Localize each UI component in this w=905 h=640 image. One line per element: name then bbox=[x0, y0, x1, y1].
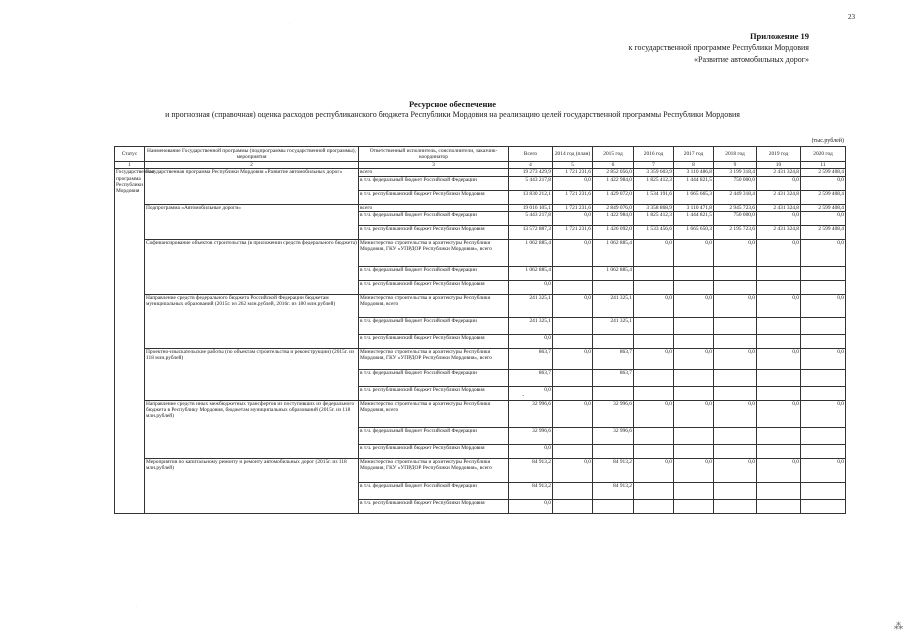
executor-cell: в т.ч. федеральный бюджет Российской Федерации bbox=[359, 176, 509, 190]
header-2020: 2020 год bbox=[801, 147, 846, 162]
year-cell: 2 599 408,4 bbox=[801, 204, 846, 211]
col-num: 3 bbox=[359, 162, 509, 169]
subprogram-name-cell: Подпрограмма «Автомобильные дороги» bbox=[145, 204, 359, 239]
measure-name-cell: Проектно-изыскательские работы (по объектам строительства и реконструкции) (2015г. из 118 млн.рублей) bbox=[145, 348, 359, 400]
measure-name-cell: Мероприятия по капитальному ремонту и ремонту автомобильных дорог (2015г. из 118 млн.рублей) bbox=[145, 458, 359, 513]
document-title: Ресурсное обеспечение bbox=[408, 99, 497, 109]
executor-cell: всего bbox=[359, 169, 509, 176]
year-cell: 1 062 885,4 bbox=[593, 266, 634, 280]
year-cell bbox=[674, 280, 714, 294]
year-cell bbox=[593, 280, 634, 294]
year-cell bbox=[634, 280, 674, 294]
year-cell bbox=[553, 334, 593, 348]
year-cell bbox=[634, 499, 674, 513]
year-cell: 1 444 821,5 bbox=[674, 211, 714, 225]
scan-stamp-mark: ⁂ bbox=[894, 621, 903, 631]
executor-cell: Министерство строительства и архитектуры Республики Мордовия, ГКУ «УПРДОР Республики Мордовия», всего bbox=[359, 458, 509, 482]
total-cell: 863,7 bbox=[509, 369, 553, 386]
year-cell bbox=[634, 266, 674, 280]
year-cell: 0,0 bbox=[757, 239, 801, 266]
year-cell bbox=[801, 482, 846, 499]
table-row bbox=[115, 348, 846, 369]
year-cell bbox=[757, 334, 801, 348]
executor-cell: Министерство строительства и архитектуры Республики Мордовия, всего bbox=[359, 400, 509, 427]
year-cell: 0,0 bbox=[553, 400, 593, 427]
year-cell: 3 359 603,9 bbox=[634, 169, 674, 176]
year-cell: 1 062 885,4 bbox=[593, 239, 634, 266]
total-cell: 0,0 bbox=[509, 334, 553, 348]
year-cell bbox=[757, 266, 801, 280]
total-cell: 0,0 bbox=[509, 499, 553, 513]
year-cell: 2 599 408,4 bbox=[801, 169, 846, 176]
year-cell bbox=[593, 386, 634, 400]
year-cell: 2 431 324,8 bbox=[757, 190, 801, 204]
year-cell: 0,0 bbox=[757, 294, 801, 317]
year-cell: 0,0 bbox=[634, 400, 674, 427]
col-num: 11 bbox=[801, 162, 846, 169]
year-cell bbox=[553, 444, 593, 458]
total-cell: 1 062 885,4 bbox=[509, 239, 553, 266]
total-cell: 1 062 885,4 bbox=[509, 266, 553, 280]
year-cell: 0,0 bbox=[634, 458, 674, 482]
year-cell: 241 325,1 bbox=[593, 294, 634, 317]
year-cell: 1 426 092,0 bbox=[593, 225, 634, 239]
header-2015: 2015 год bbox=[593, 147, 634, 162]
year-cell: 0,0 bbox=[714, 400, 757, 427]
year-cell: 1 825 412,3 bbox=[634, 211, 674, 225]
year-cell: 2 852 056,0 bbox=[593, 169, 634, 176]
year-cell: 0,0 bbox=[634, 348, 674, 369]
total-cell: 0,0 bbox=[509, 280, 553, 294]
year-cell bbox=[714, 266, 757, 280]
year-cell: 0,0 bbox=[757, 458, 801, 482]
year-cell bbox=[674, 317, 714, 334]
column-number-row bbox=[115, 162, 846, 169]
appendix-header bbox=[449, 30, 809, 66]
year-cell: 0,0 bbox=[714, 458, 757, 482]
year-cell: 2 431 324,8 bbox=[757, 169, 801, 176]
year-cell: 1 721 231,6 bbox=[553, 190, 593, 204]
year-cell: 2 431 324,8 bbox=[757, 204, 801, 211]
year-cell bbox=[757, 482, 801, 499]
scan-mark: · bbox=[522, 392, 525, 400]
col-num: 7 bbox=[634, 162, 674, 169]
year-cell: 3 358 868,9 bbox=[634, 204, 674, 211]
year-cell bbox=[801, 386, 846, 400]
year-cell bbox=[801, 317, 846, 334]
year-cell bbox=[801, 444, 846, 458]
year-cell bbox=[553, 369, 593, 386]
year-cell: 1 721 231,6 bbox=[553, 169, 593, 176]
year-cell: 863,7 bbox=[593, 348, 634, 369]
year-cell: 0,0 bbox=[757, 400, 801, 427]
year-cell bbox=[674, 499, 714, 513]
table-row bbox=[115, 400, 846, 427]
year-cell bbox=[634, 386, 674, 400]
year-cell bbox=[757, 499, 801, 513]
year-cell: 2 945 723,6 bbox=[714, 204, 757, 211]
header-name: Наименование Государственной программы (подпрограммы государственной программы), мероприятия bbox=[145, 147, 359, 162]
executor-cell: Министерство строительства и архитектуры Республики Мордовия, ГКУ «УПРДОР Республики Мордовия», всего bbox=[359, 348, 509, 369]
total-cell: 0,0 bbox=[509, 444, 553, 458]
year-cell: 863,7 bbox=[593, 369, 634, 386]
col-num: 9 bbox=[714, 162, 757, 169]
year-cell: 0,0 bbox=[674, 400, 714, 427]
year-cell bbox=[674, 386, 714, 400]
col-num: 6 bbox=[593, 162, 634, 169]
year-cell bbox=[593, 499, 634, 513]
table-row bbox=[115, 239, 846, 266]
col-num: 1 bbox=[115, 162, 145, 169]
year-cell: 0,0 bbox=[714, 294, 757, 317]
year-cell: 2 849 076,0 bbox=[593, 204, 634, 211]
document-subtitle: и прогнозная (справочная) оценка расходов республиканского бюджета Республики Мордовия на реализацию целей государственной программы Республики Мордовия bbox=[165, 110, 740, 119]
total-cell: 241 325,1 bbox=[509, 317, 553, 334]
col-num: 10 bbox=[757, 162, 801, 169]
year-cell bbox=[801, 334, 846, 348]
year-cell bbox=[714, 369, 757, 386]
executor-cell: Министерство строительства и архитектуры Республики Мордовия, всего bbox=[359, 294, 509, 317]
total-cell: 241 325,1 bbox=[509, 294, 553, 317]
year-cell: 1 534 191,6 bbox=[634, 190, 674, 204]
year-cell: 0,0 bbox=[674, 239, 714, 266]
header-2014: 2014 год (план) bbox=[553, 147, 593, 162]
executor-cell: в т.ч. республиканский бюджет Республики Мордовия bbox=[359, 190, 509, 204]
year-cell bbox=[674, 444, 714, 458]
year-cell: 3 199 318,4 bbox=[714, 169, 757, 176]
year-cell bbox=[634, 334, 674, 348]
scan-dot: · bbox=[136, 604, 138, 609]
year-cell: 1 429 072,0 bbox=[593, 190, 634, 204]
executor-cell: в т.ч. республиканский бюджет Республики Мордовия bbox=[359, 444, 509, 458]
year-cell bbox=[553, 482, 593, 499]
year-cell: 0,0 bbox=[801, 348, 846, 369]
year-cell: 2 599 408,4 bbox=[801, 225, 846, 239]
year-cell bbox=[674, 369, 714, 386]
header-2018: 2018 год bbox=[714, 147, 757, 162]
total-cell: 19 273 429,9 bbox=[509, 169, 553, 176]
total-cell: 5 443 217,8 bbox=[509, 211, 553, 225]
col-num: 8 bbox=[674, 162, 714, 169]
year-cell: 1 422 984,0 bbox=[593, 176, 634, 190]
year-cell: 3 110 471,8 bbox=[674, 204, 714, 211]
year-cell bbox=[553, 280, 593, 294]
total-cell: 0,0 bbox=[509, 386, 553, 400]
year-cell: 0,0 bbox=[553, 458, 593, 482]
year-cell bbox=[714, 444, 757, 458]
appendix-number: Приложение 19 bbox=[749, 31, 809, 41]
year-cell bbox=[634, 482, 674, 499]
total-cell: 863,7 bbox=[509, 348, 553, 369]
year-cell: 1 444 821,5 bbox=[674, 176, 714, 190]
appendix-reference: к государственной программе Республики Мордовия bbox=[628, 43, 809, 52]
year-cell: 0,0 bbox=[801, 294, 846, 317]
year-cell bbox=[674, 334, 714, 348]
year-cell bbox=[674, 266, 714, 280]
year-cell: 0,0 bbox=[757, 211, 801, 225]
executor-cell: в т.ч. федеральный бюджет Российской Федерации bbox=[359, 211, 509, 225]
year-cell: 1 721 231,6 bbox=[553, 204, 593, 211]
year-cell bbox=[674, 482, 714, 499]
executor-cell: в т.ч. федеральный бюджет Российской Федерации bbox=[359, 427, 509, 444]
year-cell: 2 599 408,4 bbox=[801, 190, 846, 204]
col-num: 4 bbox=[509, 162, 553, 169]
year-cell: 1 721 231,6 bbox=[553, 225, 593, 239]
header-2016: 2016 год bbox=[634, 147, 674, 162]
header-total: Всего bbox=[509, 147, 553, 162]
year-cell bbox=[634, 369, 674, 386]
year-cell bbox=[757, 386, 801, 400]
year-cell bbox=[634, 427, 674, 444]
year-cell bbox=[674, 427, 714, 444]
year-cell: 2 431 324,8 bbox=[757, 225, 801, 239]
year-cell: 1 825 412,3 bbox=[634, 176, 674, 190]
total-cell: 84 913,2 bbox=[509, 458, 553, 482]
year-cell: 2 449 318,4 bbox=[714, 190, 757, 204]
year-cell: 0,0 bbox=[801, 400, 846, 427]
page-number: 23 bbox=[848, 13, 855, 21]
total-cell: 13 572 887,3 bbox=[509, 225, 553, 239]
year-cell bbox=[593, 444, 634, 458]
measure-name-cell: Направление средств федерального бюджета Российской Федерации бюджетам муниципальных образований (2015г. из 262 млн.рублей, 2016г. из 180 млн.рублей) bbox=[145, 294, 359, 348]
header-2019: 2019 год bbox=[757, 147, 801, 162]
executor-cell: Министерство строительства и архитектуры Республики Мордовия, ГКУ «УПРДОР Республики Мордовия», всего bbox=[359, 239, 509, 266]
year-cell bbox=[757, 427, 801, 444]
year-cell: 1 533 456,6 bbox=[634, 225, 674, 239]
year-cell: 750 000,0 bbox=[714, 211, 757, 225]
measure-name-cell: Направление средств иных межбюджетных трансфертов из поступивших из федерального бюджета в Республику Мордовия, бюджетам муниципальных образований (2015г. из 118 млн.рублей) bbox=[145, 400, 359, 458]
year-cell: 84 913,2 bbox=[593, 458, 634, 482]
year-cell bbox=[801, 266, 846, 280]
year-cell bbox=[553, 266, 593, 280]
executor-cell: в т.ч. республиканский бюджет Республики Мордовия bbox=[359, 225, 509, 239]
executor-cell: в т.ч. республиканский бюджет Республики Мордовия bbox=[359, 280, 509, 294]
year-cell bbox=[801, 369, 846, 386]
year-cell: 0,0 bbox=[714, 348, 757, 369]
measure-name-cell: Софинансирование объектов строительства (в приложении средств федерального бюджета) bbox=[145, 239, 359, 294]
year-cell bbox=[757, 317, 801, 334]
year-cell: 0,0 bbox=[553, 348, 593, 369]
year-cell bbox=[593, 334, 634, 348]
year-cell: 0,0 bbox=[553, 294, 593, 317]
year-cell: 1 665 665,3 bbox=[674, 190, 714, 204]
year-cell: 3 110 486,8 bbox=[674, 169, 714, 176]
year-cell bbox=[553, 427, 593, 444]
year-cell: 0,0 bbox=[757, 176, 801, 190]
year-cell: 0,0 bbox=[801, 211, 846, 225]
year-cell bbox=[801, 499, 846, 513]
total-cell: 32 996,6 bbox=[509, 427, 553, 444]
year-cell: 0,0 bbox=[757, 348, 801, 369]
year-cell: 84 913,2 bbox=[593, 482, 634, 499]
executor-cell: в т.ч. республиканский бюджет Республики Мордовия bbox=[359, 499, 509, 513]
year-cell: 32 996,6 bbox=[593, 427, 634, 444]
header-2017: 2017 год bbox=[674, 147, 714, 162]
table-header-row bbox=[115, 147, 846, 162]
year-cell bbox=[714, 427, 757, 444]
year-cell bbox=[714, 482, 757, 499]
year-cell: 0,0 bbox=[674, 348, 714, 369]
year-cell bbox=[714, 280, 757, 294]
header-executor: Ответственный исполнитель, соисполнители, заказчик-координатор bbox=[359, 147, 509, 162]
year-cell: 0,0 bbox=[801, 458, 846, 482]
scan-dot: · bbox=[289, 21, 291, 26]
year-cell: 2 195 723,6 bbox=[714, 225, 757, 239]
total-cell: 84 913,2 bbox=[509, 482, 553, 499]
year-cell bbox=[714, 317, 757, 334]
year-cell: 241 325,1 bbox=[593, 317, 634, 334]
year-cell: 0,0 bbox=[674, 294, 714, 317]
col-num: 5 bbox=[553, 162, 593, 169]
status-cell: Государственная программа Республики Мордовия bbox=[115, 169, 145, 514]
year-cell bbox=[553, 386, 593, 400]
year-cell: 32 996,6 bbox=[593, 400, 634, 427]
year-cell bbox=[757, 280, 801, 294]
header-status: Статус bbox=[115, 147, 145, 162]
year-cell bbox=[714, 334, 757, 348]
year-cell: 750 000,0 bbox=[714, 176, 757, 190]
year-cell bbox=[634, 444, 674, 458]
executor-cell: всего bbox=[359, 204, 509, 211]
table-row bbox=[115, 458, 846, 482]
table-row bbox=[115, 204, 846, 211]
table-row bbox=[115, 169, 846, 176]
executor-cell: в т.ч. федеральный бюджет Российской Федерации bbox=[359, 266, 509, 280]
year-cell: 1 665 650,3 bbox=[674, 225, 714, 239]
executor-cell: в т.ч. федеральный бюджет Российской Федерации bbox=[359, 317, 509, 334]
year-cell: 0,0 bbox=[714, 239, 757, 266]
year-cell bbox=[553, 499, 593, 513]
table-row bbox=[115, 294, 846, 317]
year-cell bbox=[801, 280, 846, 294]
year-cell: 0,0 bbox=[634, 294, 674, 317]
program-name-cell: Государственная программа Республики Мордовия «Развитие автомобильных дорог» bbox=[145, 169, 359, 204]
year-cell: 0,0 bbox=[634, 239, 674, 266]
total-cell: 19 016 105,1 bbox=[509, 204, 553, 211]
year-cell: 0,0 bbox=[674, 458, 714, 482]
units-label: (тыс.рублей) bbox=[811, 138, 844, 144]
year-cell: 1 422 984,0 bbox=[593, 211, 634, 225]
year-cell bbox=[801, 427, 846, 444]
year-cell bbox=[714, 386, 757, 400]
total-cell: 32 996,6 bbox=[509, 400, 553, 427]
total-cell: 13 830 212,1 bbox=[509, 190, 553, 204]
year-cell bbox=[634, 317, 674, 334]
year-cell: 0,0 bbox=[553, 239, 593, 266]
year-cell: 0,0 bbox=[801, 176, 846, 190]
year-cell bbox=[714, 499, 757, 513]
year-cell: 0,0 bbox=[801, 239, 846, 266]
executor-cell: в т.ч. республиканский бюджет Республики Мордовия bbox=[359, 334, 509, 348]
resource-table bbox=[114, 146, 846, 514]
total-cell: 5 443 217,8 bbox=[509, 176, 553, 190]
appendix-program-name: «Развитие автомобильных дорог» bbox=[694, 55, 809, 64]
executor-cell: в т.ч. федеральный бюджет Российской Федерации bbox=[359, 482, 509, 499]
executor-cell: в т.ч. федеральный бюджет Российской Федерации bbox=[359, 369, 509, 386]
year-cell bbox=[757, 444, 801, 458]
year-cell bbox=[757, 369, 801, 386]
executor-cell: в т.ч. республиканский бюджет Республики Мордовия bbox=[359, 386, 509, 400]
col-num: 2 bbox=[145, 162, 359, 169]
year-cell: 0,0 bbox=[553, 211, 593, 225]
year-cell bbox=[553, 317, 593, 334]
year-cell: 0,0 bbox=[553, 176, 593, 190]
